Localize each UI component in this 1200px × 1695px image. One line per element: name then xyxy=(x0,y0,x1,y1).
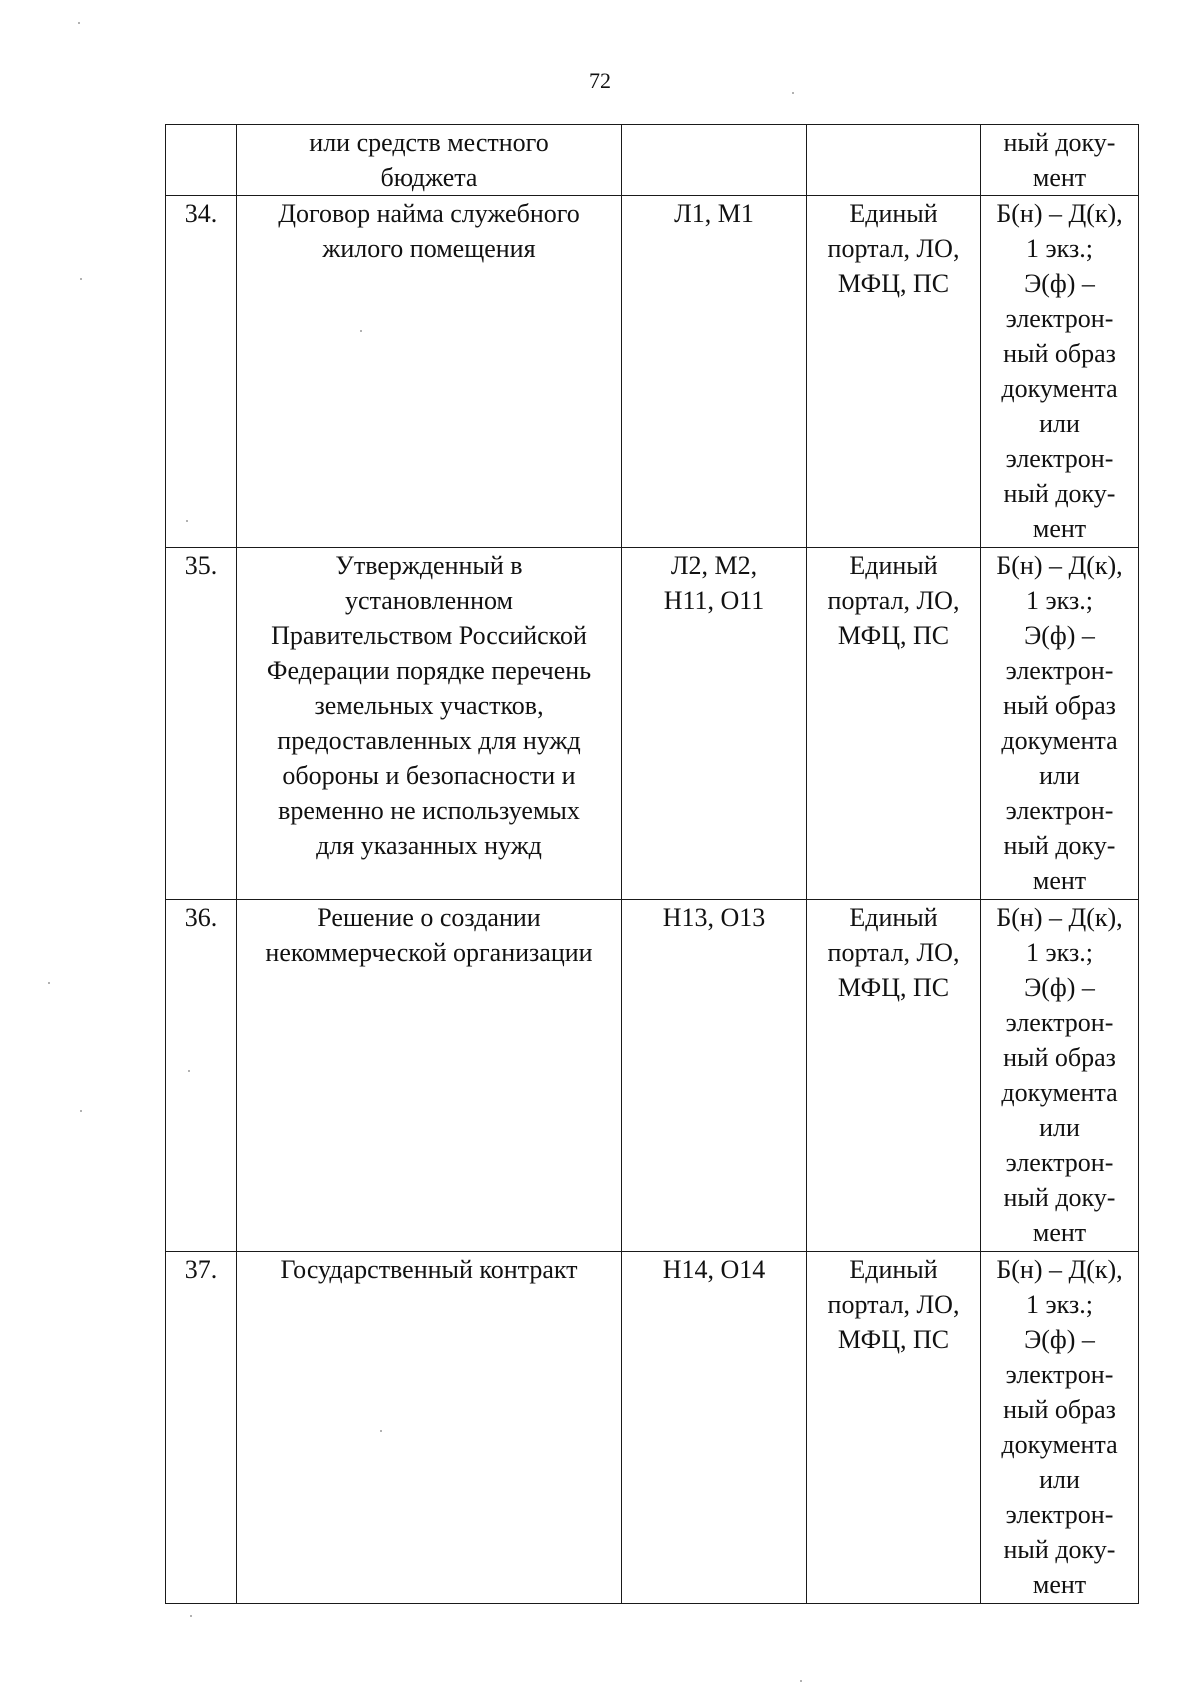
scan-speck xyxy=(792,92,794,94)
table-row xyxy=(166,1252,1139,1604)
row-number-cell: 35. xyxy=(166,548,237,900)
code-cell: Л1, М1 xyxy=(622,196,807,548)
scan-speck xyxy=(380,1430,382,1432)
table-row xyxy=(166,900,1139,1252)
scan-speck xyxy=(48,982,50,984)
document-form-cell: Б(н) – Д(к), 1 экз.; Э(ф) – электрон- ный образ документа или электрон- ный доку- мент xyxy=(981,196,1139,548)
row-number-cell xyxy=(166,125,237,196)
submission-place-cell xyxy=(807,125,981,196)
document-form-cell: ный доку- мент xyxy=(981,125,1139,196)
scan-speck xyxy=(188,1070,190,1072)
table-row xyxy=(166,548,1139,900)
scan-speck xyxy=(186,520,188,522)
submission-place-cell: Единый портал, ЛО, МФЦ, ПС xyxy=(807,1252,981,1604)
code-cell: Н14, О14 xyxy=(622,1252,807,1604)
submission-place-cell: Единый портал, ЛО, МФЦ, ПС xyxy=(807,900,981,1252)
submission-place-cell: Единый портал, ЛО, МФЦ, ПС xyxy=(807,196,981,548)
row-number-cell: 34. xyxy=(166,196,237,548)
code-cell: Л2, М2, Н11, О11 xyxy=(622,548,807,900)
row-number-cell: 37. xyxy=(166,1252,237,1604)
page-number: 72 xyxy=(589,68,611,93)
document-table xyxy=(165,124,1139,1604)
document-name-cell: Договор найма служебного жилого помещения xyxy=(237,196,622,548)
document-name-cell: Утвержденный в установленном Правительством Российской Федерации порядке перечень земельных участков, предоставленных для нужд обороны и безопасности и временно не используемых для указанных нужд xyxy=(237,548,622,900)
scan-speck xyxy=(190,1615,192,1617)
code-cell: Н13, О13 xyxy=(622,900,807,1252)
code-cell xyxy=(622,125,807,196)
scan-speck xyxy=(80,278,82,280)
document-form-cell: Б(н) – Д(к), 1 экз.; Э(ф) – электрон- ный образ документа или электрон- ный доку- мент xyxy=(981,900,1139,1252)
table-row xyxy=(166,196,1139,548)
document-name-cell: Решение о создании некоммерческой организации xyxy=(237,900,622,1252)
row-number-cell: 36. xyxy=(166,900,237,1252)
scan-speck xyxy=(78,22,80,24)
scan-speck xyxy=(80,1110,82,1112)
document-form-cell: Б(н) – Д(к), 1 экз.; Э(ф) – электрон- ный образ документа или электрон- ный доку- мент xyxy=(981,1252,1139,1604)
submission-place-cell: Единый портал, ЛО, МФЦ, ПС xyxy=(807,548,981,900)
scan-speck xyxy=(360,330,362,332)
table-row xyxy=(166,125,1139,196)
document-name-cell: Государственный контракт xyxy=(237,1252,622,1604)
document-form-cell: Б(н) – Д(к), 1 экз.; Э(ф) – электрон- ный образ документа или электрон- ный доку- мент xyxy=(981,548,1139,900)
document-name-cell: или средств местного бюджета xyxy=(237,125,622,196)
scan-speck xyxy=(800,1680,802,1682)
